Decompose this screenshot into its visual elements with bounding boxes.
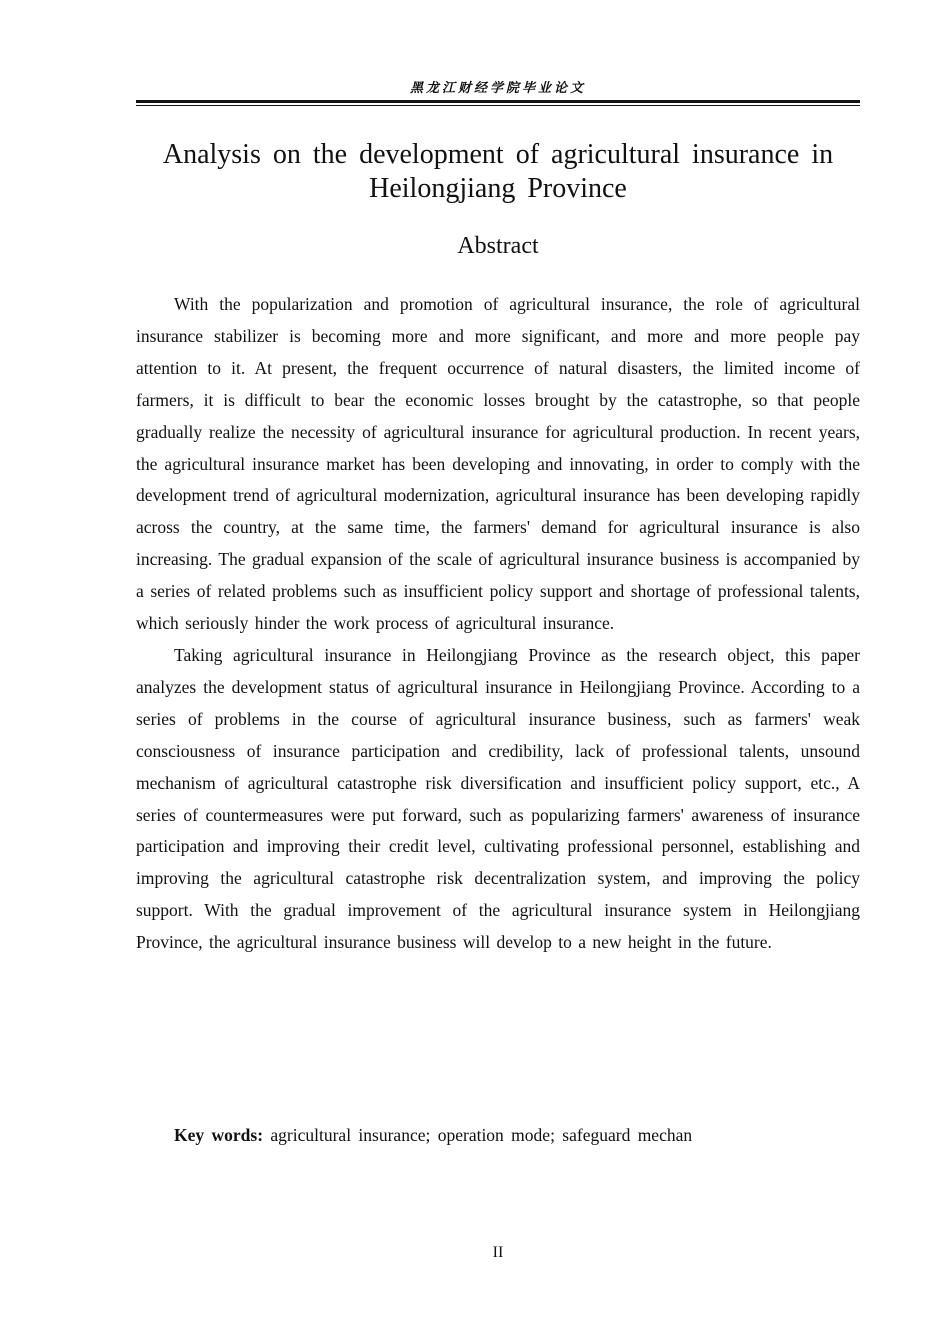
abstract-heading: Abstract [457,233,539,259]
keywords-text: agricultural insurance; operation mode; safeguard mechan [270,1125,693,1145]
abstract-paragraph-1: With the popularization and promotion of agricultural insurance, the role of agricultural insurance stabilizer is becoming more and more significant, and more and more people pay attention to it. At present, the frequent occurrence of natural disasters, the limited income of farmers, it is difficult to bear the economic losses brought by the catastrophe, so that people gradually realize the necessity of agricultural insurance for agricultural production. In recent years, the agricultural insurance market has been developing and innovating, in order to comply with the development trend of agricultural modernization, agricultural insurance has been developing rapidly across the country, at the same time, the farmers' demand for agricultural insurance is also increasing. The gradual expansion of the scale of agricultural insurance business is accompanied by a series of related problems such as insufficient policy support and shortage of professional talents, which seriously hinder the work process of agricultural insurance. [136,294,860,634]
header-rule-thick [136,100,860,103]
keywords-line [174,1120,860,1150]
keywords-label: Key words: [174,1125,264,1145]
abstract-body [136,289,860,959]
header-rule-thin [136,105,860,106]
running-header: 黑龙江财经学院毕业论文 [409,81,586,96]
paper-title: Analysis on the development of agricultural insurance in Heilongjiang Province [162,139,834,204]
page-number: II [492,1244,504,1261]
abstract-paragraph-2: Taking agricultural insurance in Heilongjiang Province as the research object, this paper analyzes the development status of agricultural insurance in Heilongjiang Province. According to a series of problems in the course of agricultural insurance business, such as farmers' weak consciousness of insurance participation and credibility, lack of professional talents, unsound mechanism of agricultural catastrophe risk diversification and insufficient policy support, etc., A series of countermeasures were put forward, such as popularizing farmers' awareness of insurance participation and improving their credit level, cultivating professional personnel, establishing and improving the agricultural catastrophe risk decentralization system, and improving the policy support. With the gradual improvement of the agricultural insurance system in Heilongjiang Province, the agricultural insurance business will develop to a new height in the future. [136,644,860,953]
